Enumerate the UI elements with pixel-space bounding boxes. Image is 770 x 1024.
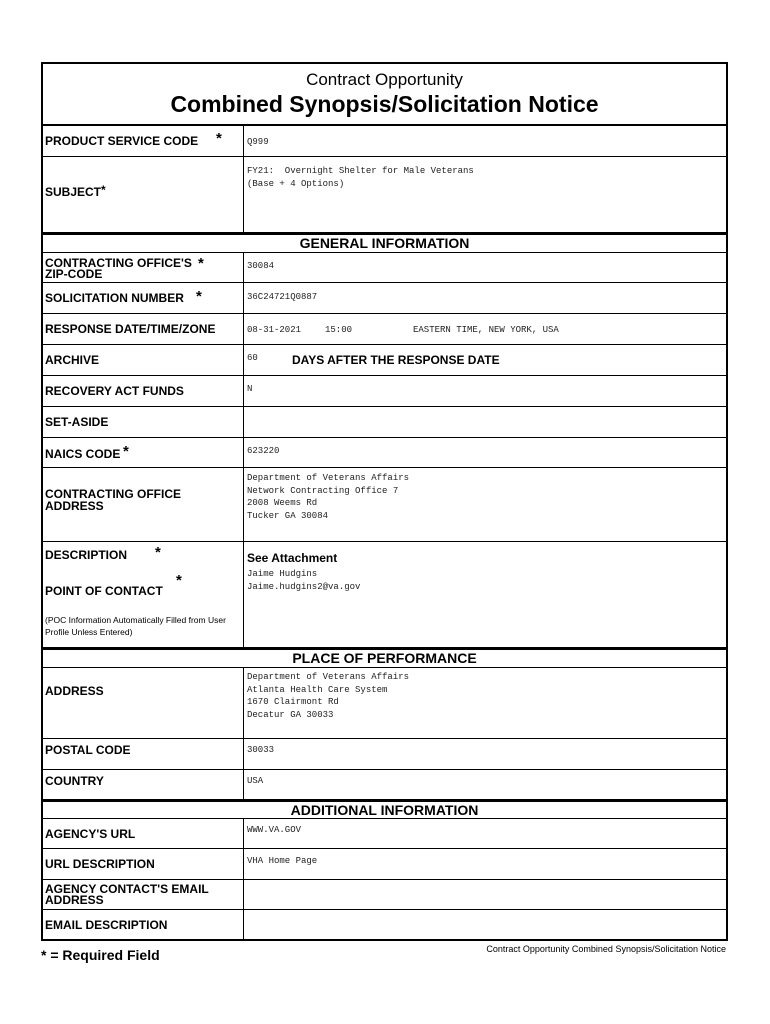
recovery-act-funds-label: RECOVERY ACT FUNDS [45,384,184,398]
description-value[interactable]: See Attachment [247,551,338,565]
contracting-office-address-row [43,468,726,542]
product-service-code-row [43,126,726,157]
form-subtitle: Contract Opportunity [306,70,463,89]
contracting-office-zip-value[interactable]: 30084 [247,261,275,271]
archive-value[interactable]: 60 [247,353,258,363]
contracting-office-address-value[interactable]: Department of Veterans Affairs Network Contracting Office 7 2008 Weems Rd Tucker GA 30084 [247,473,410,521]
response-zone-value[interactable]: EASTERN TIME, NEW YORK, USA [413,325,559,335]
response-time-value[interactable]: 15:00 [325,325,353,335]
email-description-label: EMAIL DESCRIPTION [45,918,168,932]
solicitation-number-value[interactable]: 36C24721Q0887 [247,292,318,302]
form-title: Combined Synopsis/Solicitation Notice [170,91,599,117]
point-of-contact-row [43,566,726,648]
required-mark: * [176,572,182,589]
point-of-contact-label: POINT OF CONTACT [45,584,163,598]
agency-contact-email-label: AGENCY CONTACT'S EMAIL ADDRESS [45,882,209,907]
response-date-row [43,314,726,345]
postal-code-label: POSTAL CODE [45,743,131,757]
description-row [43,542,726,566]
agency-contact-email-row [43,880,726,910]
naics-code-label: NAICS CODE [45,447,121,461]
product-service-code-value[interactable]: Q999 [247,137,269,147]
contracting-office-zip-label: CONTRACTING OFFICE'S ZIP-CODE [45,256,192,281]
country-label: COUNTRY [45,774,104,788]
response-date-value[interactable]: 08-31-2021 [247,325,302,335]
subject-row [43,157,726,233]
subject-value[interactable]: FY21: Overnight Shelter for Male Veterans (Base + 4 Options) [247,166,474,189]
naics-code-value[interactable]: 623220 [247,446,280,456]
set-aside-label: SET-ASIDE [45,415,109,429]
archive-suffix: DAYS AFTER THE RESPONSE DATE [292,353,500,367]
required-mark: * [123,443,129,460]
archive-row [43,345,726,376]
required-field-note: * = Required Field [41,947,160,963]
contracting-office-address-label: CONTRACTING OFFICE ADDRESS [45,487,181,513]
pop-address-label: ADDRESS [45,684,104,698]
naics-code-row [43,438,726,468]
email-description-row [43,910,726,939]
section-general-information: GENERAL INFORMATION [43,233,726,253]
set-aside-row [43,407,726,438]
description-label: DESCRIPTION [45,548,128,562]
agency-url-row [43,819,726,849]
url-description-label: URL DESCRIPTION [45,857,155,871]
recovery-act-funds-row [43,376,726,407]
agency-url-label: AGENCY'S URL [45,827,136,841]
point-of-contact-value[interactable]: Jaime Hudgins Jaime.hudgins2@va.gov [247,569,361,592]
country-row [43,770,726,800]
point-of-contact-note: (POC Information Automatically Filled from User Profile Unless Entered) [45,615,226,637]
contracting-office-zip-row [43,253,726,283]
required-mark: * [216,130,222,147]
url-description-value[interactable]: VHA Home Page [247,856,318,866]
solicitation-number-row [43,283,726,314]
section-additional-information: ADDITIONAL INFORMATION [43,800,726,819]
form-header [43,64,726,126]
agency-url-value[interactable]: WWW.VA.GOV [247,825,302,835]
pop-address-value[interactable]: Department of Veterans Affairs Atlanta Health Care System 1670 Clairmont Rd Decatur GA 30033 [247,672,410,720]
subject-label: SUBJECT [45,185,102,199]
required-mark: * [101,183,106,197]
recovery-act-funds-value[interactable]: N [247,384,253,394]
required-mark: * [196,288,202,305]
response-date-label: RESPONSE DATE/TIME/ZONE [45,322,216,336]
form-name-footer: Contract Opportunity Combined Synopsis/Solicitation Notice [486,944,726,954]
required-mark: * [155,544,161,561]
country-value[interactable]: USA [247,776,264,786]
required-mark: * [198,255,204,272]
pop-address-row [43,668,726,739]
product-service-code-label: PRODUCT SERVICE CODE [45,134,199,148]
postal-code-value[interactable]: 30033 [247,745,275,755]
postal-code-row [43,739,726,770]
notice-form [41,62,728,941]
section-place-of-performance: PLACE OF PERFORMANCE [43,648,726,668]
archive-label: ARCHIVE [45,353,100,367]
solicitation-number-label: SOLICITATION NUMBER [45,291,184,305]
url-description-row [43,849,726,880]
